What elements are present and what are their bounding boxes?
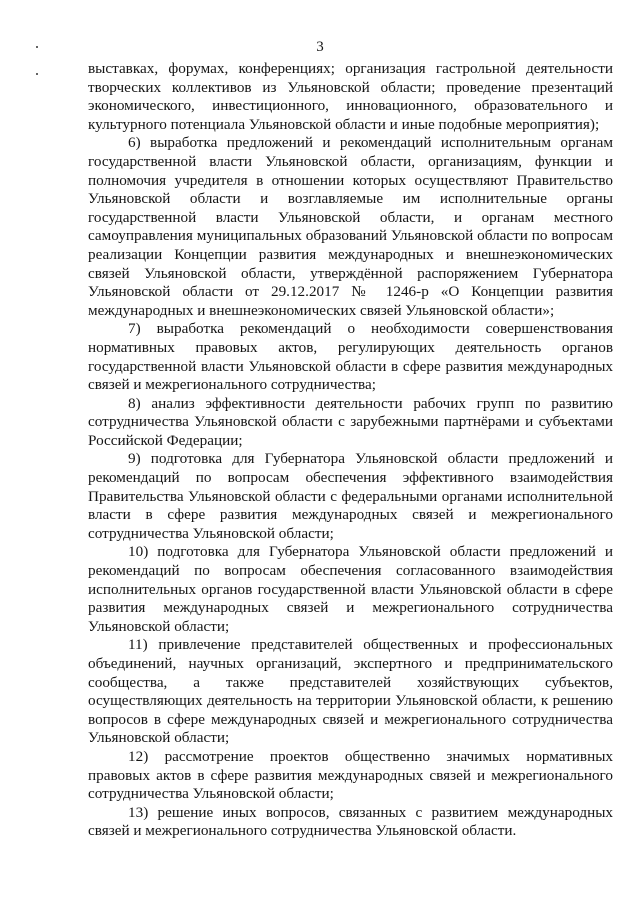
- list-item-11: 11) привлечение представителей общественных и профессиональных объединений, научных организаций, экспертного и предпринимательского сообщества, а также представителей хозяйствующих субъектов, осуществляющих деятельность на территории Ульяновской области, к решению вопросов в сфере международных связей и межрегионального сотрудничества Ульяновской области;: [88, 636, 613, 747]
- document-body: [88, 60, 613, 841]
- list-item-6: 6) выработка предложений и рекомендаций исполнительным органам государственной власти Ульяновской области, организациям, функции и полномочия учредителя в отношении которых осуществляют Правительство Ульяновской области и возглавляемые им исполнительные органы государственной власти Ульяновской области, и органам местного самоуправления муниципальных образований Ульяновской области по вопросам реализации Концепции развития международных и внешнеэкономических связей Ульяновской области, утверждённой распоряжением Губернатора Ульяновской области от 29.12.2017 № 1246-р «О Концепции развития международных и внешнеэкономических связей Ульяновской области»;: [88, 134, 613, 319]
- list-item-13: 13) решение иных вопросов, связанных с развитием международных связей и межрегионального сотрудничества Ульяновской области.: [88, 803, 613, 840]
- list-item-8: 8) анализ эффективности деятельности рабочих групп по развитию сотрудничества Ульяновской области с зарубежными партнёрами и субъектами Российской Федерации;: [88, 394, 613, 449]
- list-item-12: 12) рассмотрение проектов общественно значимых нормативных правовых актов в сфере развития международных связей и межрегионального сотрудничества Ульяновской области;: [88, 747, 613, 803]
- list-item-10: 10) подготовка для Губернатора Ульяновской области предложений и рекомендаций по вопросам обеспечения согласованного взаимодействия исполнительных органов государственной власти Ульяновской области в сфере развития международных связей и межрегионального сотрудничества Ульяновской области;: [88, 543, 613, 635]
- scan-speck: [36, 73, 38, 75]
- list-item-7: 7) выработка рекомендаций о необходимости совершенствования нормативных правовых актов, регулирующих деятельность органов государственной власти Ульяновской области в сфере развития международных связей и межрегионального сотрудничества;: [88, 320, 613, 394]
- paragraph-continuation: выставках, форумах, конференциях; организация гастрольной деятельности творческих коллективов из Ульяновской области; проведение презентаций экономического, инвестиционного, инновационного, образовательного и культурного потенциала Ульяновской области и иные подобные мероприятия);: [88, 60, 613, 133]
- list-item-9: 9) подготовка для Губернатора Ульяновской области предложений и рекомендаций по вопросам обеспечения эффективного взаимодействия Правительства Ульяновской области с федеральными органами исполнительной власти в сфере развития международных связей и межрегионального сотрудничества Ульяновской области;: [88, 450, 613, 542]
- page-number: 3: [316, 39, 324, 55]
